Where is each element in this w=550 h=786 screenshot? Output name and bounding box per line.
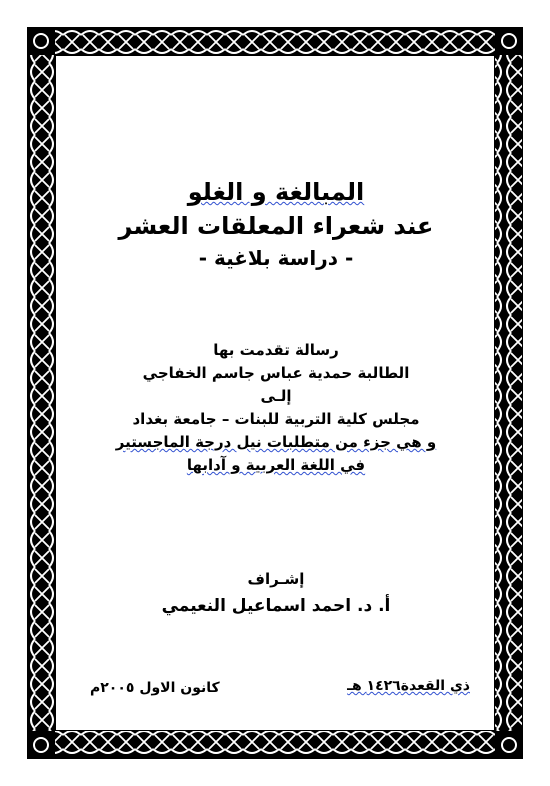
thesis-info xyxy=(55,339,497,477)
student-line: الطالبة حمدية عباس جاسم الخفاجي xyxy=(142,364,410,382)
to-line: إلـى xyxy=(260,387,292,405)
supervisor-name: أ. د. احمد اسماعيل النعيمي xyxy=(161,596,391,616)
hijri-date: ذي القعدة١٤٢٦ هـ xyxy=(347,678,470,694)
field-line: في اللغة العربية و آدابها xyxy=(186,456,366,474)
title-line-2: عند شعراء المعلقات العشر xyxy=(118,212,434,240)
main-title: المبالغة و الغلو xyxy=(187,178,365,206)
thesis-title-page xyxy=(55,55,497,735)
requirement-line: و هي جزء من متطلبات نيل درجة الماجستير xyxy=(115,433,437,451)
title-block xyxy=(55,175,497,273)
gregorian-date: كانون الاول ٢٠٠٥م xyxy=(90,680,220,696)
supervision-label: إشـراف xyxy=(247,570,305,588)
council-line: مجلس كلية التربية للبنات – جامعة بغداد xyxy=(132,410,420,428)
subtitle: - دراسة بلاغية - xyxy=(198,246,354,270)
presented-line: رسالة تقدمت بها xyxy=(213,341,339,359)
